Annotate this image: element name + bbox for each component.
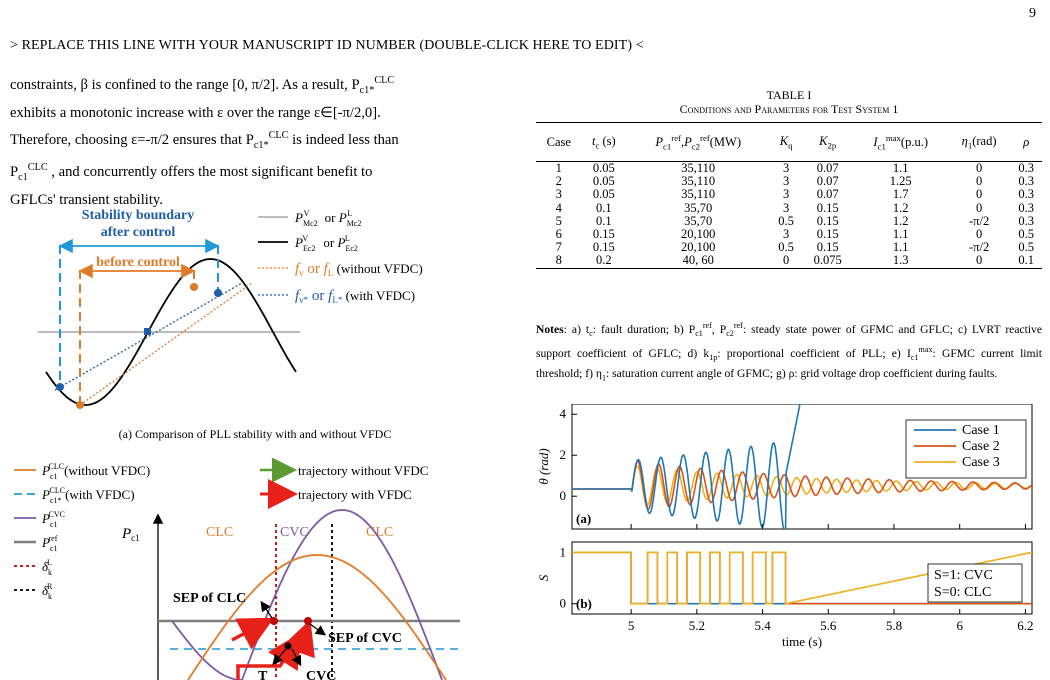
table-cell: 3 xyxy=(782,174,790,189)
y-tick-label: 2 xyxy=(559,447,566,463)
table-cell: 0 xyxy=(975,187,983,202)
table-cell: 0.07 xyxy=(816,161,839,175)
svg-text:Pc1CVC: $P_{c1}CVC$ xyxy=(42,510,65,529)
region-cvc: CVC xyxy=(280,525,309,540)
table-cell: 0.15 xyxy=(816,240,839,255)
table-cell: 0.07 xyxy=(816,187,839,202)
table-cell: 0.2 xyxy=(582,254,627,268)
table-cell: 0.3 xyxy=(1018,161,1034,175)
table-cell: 35,70 xyxy=(684,200,713,215)
table-cell: 5 xyxy=(555,213,562,228)
label-bottom-t: T xyxy=(258,669,268,680)
trajectory-with-vfdc-3 xyxy=(300,626,308,648)
blue-point-right xyxy=(214,289,222,297)
body-paragraph xyxy=(10,70,510,212)
svg-text:trajectory without VFDC: trajectory without VFDC xyxy=(298,463,429,478)
running-header: > REPLACE THIS LINE WITH YOUR MANUSCRIPT ID NUMBER (DOUBLE-CLICK HERE TO EDIT) < xyxy=(10,38,644,53)
figure-a-legend xyxy=(258,209,423,305)
table-cell: 0.15 xyxy=(816,227,839,242)
table-number: TABLE I xyxy=(766,88,812,102)
table-row xyxy=(536,241,1042,254)
time-domain-chart xyxy=(536,404,1042,660)
x-tick-label: 5.4 xyxy=(754,618,771,633)
table-body xyxy=(536,162,1042,269)
para-line-5: GFLCs' transient stability. xyxy=(10,192,163,209)
table-cell: 20,100 xyxy=(681,240,716,255)
x-tick-label: 5.2 xyxy=(688,618,705,633)
state-note: S=0: CLC xyxy=(934,585,992,600)
figure-b-curves xyxy=(10,458,510,680)
table-cell: 0.15 xyxy=(816,200,839,215)
table-cell: 0.5 xyxy=(778,240,794,255)
label-before-control: before control xyxy=(96,255,180,270)
region-clc-1: CLC xyxy=(206,525,234,540)
theta-trace-case-1 xyxy=(572,404,800,531)
b-axis-label: $P_{c1}$ xyxy=(122,526,140,543)
col-rho: ρ xyxy=(1010,123,1042,162)
y-tick-label: 0 xyxy=(559,595,566,611)
table-cell: 0.3 xyxy=(1018,174,1034,189)
y-tick-label: 0 xyxy=(559,488,566,504)
table-row xyxy=(536,188,1042,201)
table-cell: 0.5 xyxy=(778,213,794,228)
table-cell: 3 xyxy=(782,161,790,175)
para-line-1: constraints, β is confined to the range [0, π/2]. As a result, $P_{c1*}^{CLC}$ xyxy=(10,75,395,96)
table-cell: 0 xyxy=(948,254,1011,268)
svg-text:Pc1CLC(without VFDC): $P_{c1}CLC(without$ VFDC) xyxy=(42,462,151,481)
para-line-4: $P_{c1}^{CLC}$ , and concurrently offers the most significant benefit to xyxy=(10,162,373,183)
table-cell: 0.05 xyxy=(592,161,615,175)
region-clc-2: CLC xyxy=(366,525,394,540)
table-cell: 0.05 xyxy=(592,174,615,189)
label-stability-boundary: Stability boundary xyxy=(81,208,195,223)
table-cell: 3 xyxy=(555,187,562,202)
table-cell: 7 xyxy=(555,240,562,255)
table-cell: 0.15 xyxy=(592,227,615,242)
table-cell: 1.1 xyxy=(892,161,909,175)
legend-fv-star: $f_{v*}$ or $f_{L*}$ (with VFDC) xyxy=(295,288,416,305)
table-cell: 1.2 xyxy=(892,200,909,215)
legend-label: Case 2 xyxy=(962,439,1000,454)
x-axis-label: time (s) xyxy=(781,634,823,649)
table-cell: 1.25 xyxy=(889,174,912,189)
x-tick-label: 6.2 xyxy=(1017,618,1034,633)
col-case: Case xyxy=(536,123,582,162)
table-cell: 0.3 xyxy=(1018,213,1034,228)
col-power: $P_{c1}^{ref},P_{c2}^{ref}(MW)$ xyxy=(626,123,770,162)
blue-dotted-line xyxy=(55,283,242,390)
table-cell: 1.1 xyxy=(892,227,909,242)
state-notes xyxy=(928,564,1022,602)
table-cell: 35,110 xyxy=(681,187,716,202)
label-bottom-cvc: CVC xyxy=(306,669,337,680)
table-cell: 0 xyxy=(770,254,802,268)
col-k2p: $K_{2p}$ xyxy=(802,123,854,162)
legend-pmc2: $P_{Mc2}V$ or $P_{Mc2}L$ xyxy=(295,209,362,228)
page-number: 9 xyxy=(1029,6,1036,21)
table-header-row xyxy=(536,123,1042,162)
transition-point xyxy=(285,643,292,650)
table-cell: 0.05 xyxy=(592,187,615,202)
blue-square-center xyxy=(144,328,151,335)
blue-point-left xyxy=(56,383,64,391)
clc-curve xyxy=(188,555,446,680)
table-cell: 0 xyxy=(975,200,983,215)
panel-a-tag: (a) xyxy=(576,511,592,526)
table-cell: 20,100 xyxy=(681,227,716,242)
table-cell: 1.3 xyxy=(854,254,948,268)
table-cell: 1.2 xyxy=(892,213,909,228)
svg-text:δkL: $\delta_kL$ xyxy=(42,558,53,577)
orange-point-right xyxy=(190,283,198,291)
parameter-table xyxy=(536,122,1042,269)
col-eta: $\eta_1(rad)$ xyxy=(948,123,1011,162)
col-tc: $t_c$ (s) xyxy=(582,123,627,162)
label-sep-clc: SEP of CLC xyxy=(173,591,247,606)
table-cell: 0.1 xyxy=(596,200,612,215)
panel-b xyxy=(536,542,1032,614)
y-tick-label: 4 xyxy=(559,406,566,422)
table-title xyxy=(536,88,1042,116)
col-kq: $K_q$ xyxy=(770,123,802,162)
chart-legend xyxy=(906,420,1026,478)
table-cell: 3 xyxy=(782,187,790,202)
svg-text:trajectory with VFDC: trajectory with VFDC xyxy=(298,487,412,502)
table-row xyxy=(536,202,1042,215)
table-cell: 0.15 xyxy=(816,213,839,228)
panel-b-tag: (b) xyxy=(576,596,592,611)
table-cell: 40, 60 xyxy=(626,254,770,268)
table-cell: 0.3 xyxy=(1018,187,1034,202)
label-after-control: after control xyxy=(100,225,176,240)
panel-a xyxy=(536,404,1032,531)
table-cell: 0.075 xyxy=(802,254,854,268)
table-row xyxy=(536,162,1042,176)
x-tick-label: 5.6 xyxy=(820,618,837,633)
table-cell: 35,110 xyxy=(681,161,716,175)
table-cell: 0.07 xyxy=(816,174,839,189)
figure-b-legend-right xyxy=(260,463,428,502)
x-tick-label: 5.8 xyxy=(885,618,903,633)
svg-text:Pc1*CLC(with VFDC): $P_{c1*}CLC(with$ VFDC) xyxy=(42,486,135,505)
table-cell: 8 xyxy=(536,254,582,268)
y-axis-label-b: S xyxy=(536,574,551,582)
y-tick-label: 1 xyxy=(559,544,566,560)
table-row xyxy=(536,254,1042,268)
table-cell: 0.3 xyxy=(1018,200,1034,215)
table-cell: 1.7 xyxy=(892,187,909,202)
table-cell: 2 xyxy=(555,174,562,189)
x-tick-label: 5 xyxy=(627,618,635,633)
table-cell: 4 xyxy=(555,200,562,215)
table-cell: 0.1 xyxy=(1010,254,1042,268)
table-cell: 35,110 xyxy=(681,174,716,189)
table-cell: 0.1 xyxy=(596,213,612,228)
para-line-3: Therefore, choosing ε=-π/2 ensures that $P_{c1*}^{CLC}$ is indeed less than xyxy=(10,129,399,151)
sep-clc-point xyxy=(270,617,278,625)
table-cell: 0.5 xyxy=(1018,240,1034,255)
table-cell: 3 xyxy=(782,227,790,242)
x-tick-label: 6 xyxy=(956,618,963,633)
table-cell: -π/2 xyxy=(969,240,990,255)
table-cell: 35,70 xyxy=(684,213,713,228)
y-axis-label-a: θ (rad) xyxy=(536,448,551,485)
table-cell: 0.15 xyxy=(592,240,615,255)
state-note: S=1: CVC xyxy=(934,568,993,583)
table-cell: 0.5 xyxy=(1018,227,1034,242)
figure-a-caption: (a) Comparison of PLL stability with and without VFDC xyxy=(118,427,392,441)
figure-a-pll-stability xyxy=(10,205,510,427)
table-subtitle: Conditions and Parameters for Test System 1 xyxy=(679,102,899,116)
table-cell: 1 xyxy=(555,161,562,175)
svg-text:δkR: $\delta_kR$ xyxy=(42,582,53,601)
trajectory-with-vfdc-2 xyxy=(232,621,268,640)
legend-label: Case 1 xyxy=(962,423,1000,438)
table-cell: 0 xyxy=(975,174,983,189)
para-line-2: exhibits a monotonic increase with ε over the range ε∈[-π/2,0]. xyxy=(10,105,381,122)
col-imax: $I_{c1}^{max}(p.u.)$ xyxy=(854,123,948,162)
table-cell: 0 xyxy=(975,161,983,175)
table-cell: 0 xyxy=(975,227,983,242)
table-cell: 3 xyxy=(782,200,790,215)
legend-label: Case 3 xyxy=(962,455,1000,470)
orange-point-left xyxy=(76,401,84,409)
svg-text:Pc1ref: $P_{c1}ref$ xyxy=(42,534,58,553)
table-notes: Notes: a) $t_c$: fault duration; b) $P_{c1}^{ref}$, $P_{c2}^{ref}$: steady state power of GFMC and GFLC; c) LVRT reactive support coefficient of GFLC; d) $k_{1p}$: proportional coefficient of PLL; e) $I_{c1}^{max}$: GFMC current limit threshold; f) $\eta_1$: saturation current angle of GFMC; g) ρ: grid voltage drop coefficient during faults. xyxy=(536,321,1042,383)
legend-pec2: $P_{Ec2}V$ or $P_{Ec2}L$ xyxy=(295,234,358,253)
table-cell: 1.1 xyxy=(892,240,909,255)
table-cell: -π/2 xyxy=(969,213,990,228)
label-sep-cvc: SEP of CVC xyxy=(328,631,402,646)
table-cell: 6 xyxy=(555,227,562,242)
legend-fv: $f_v$ or $f_L$ (without VFDC) xyxy=(295,261,423,278)
